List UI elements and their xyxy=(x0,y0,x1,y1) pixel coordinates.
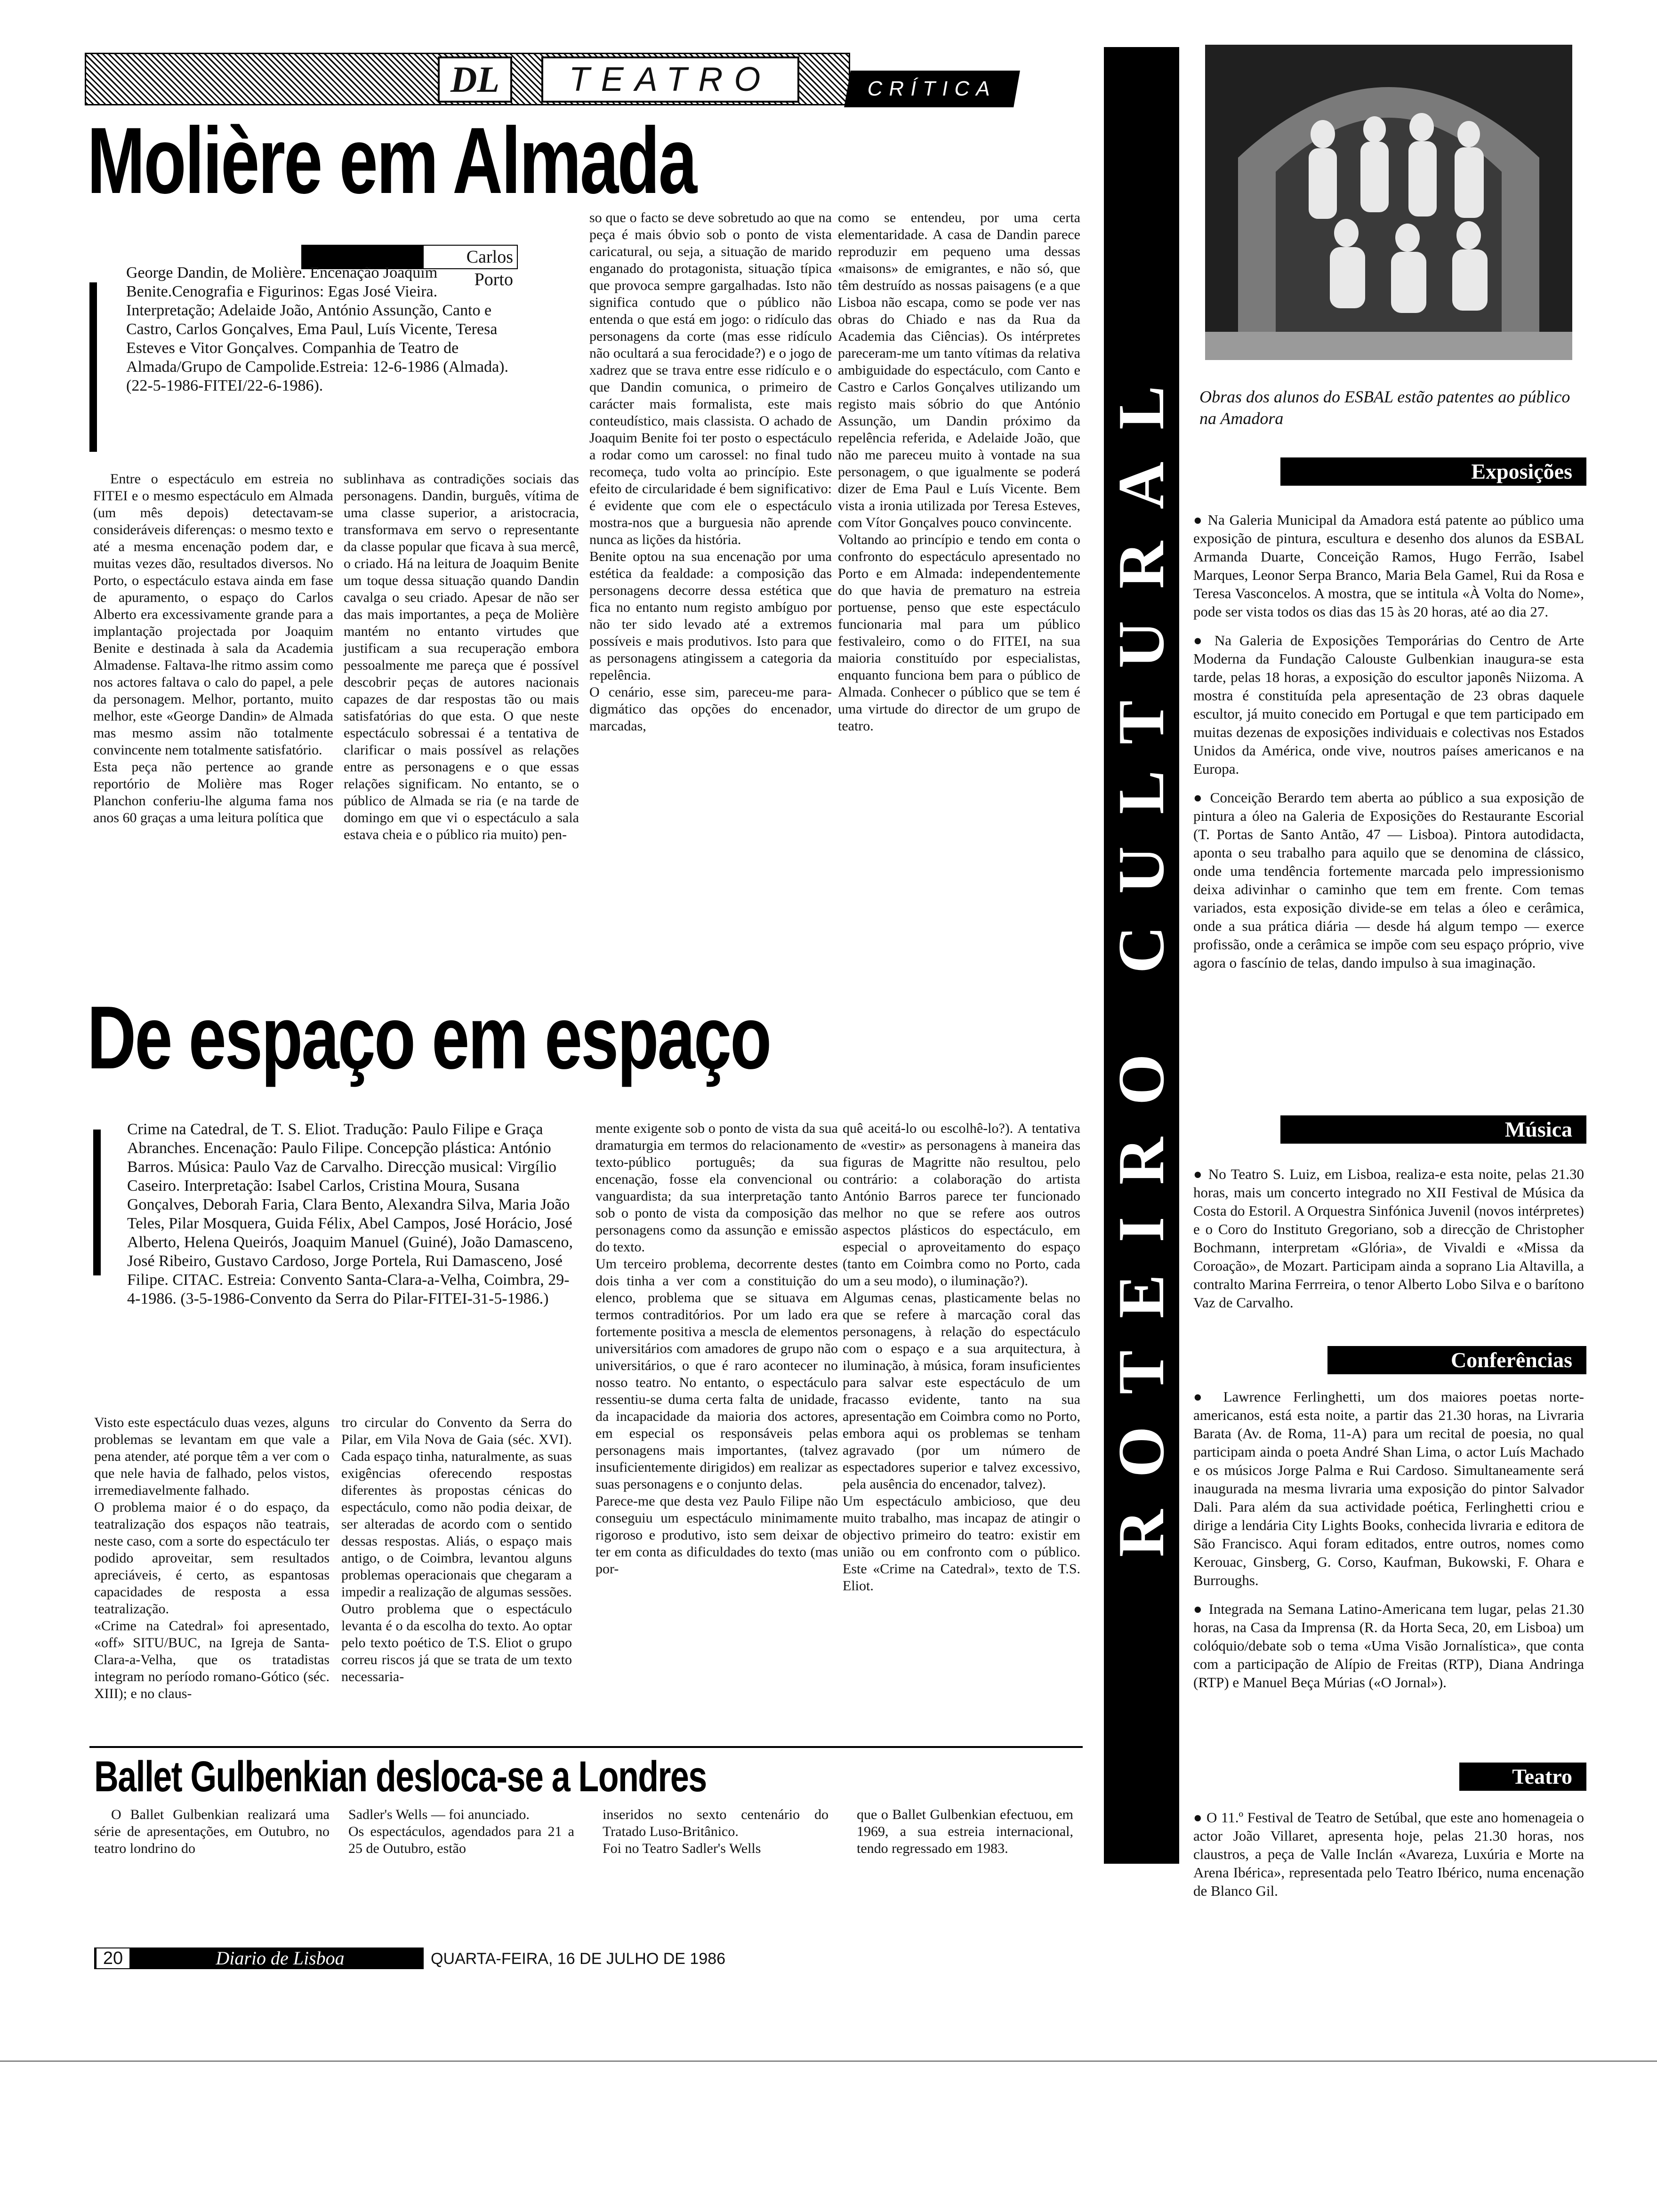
bullet-icon: ● xyxy=(1193,789,1210,806)
article2-column xyxy=(843,1120,1080,1595)
scan-edge-line xyxy=(0,2060,1657,2062)
photo-illustration xyxy=(1205,45,1572,360)
subsection-badge xyxy=(844,71,1020,107)
article3-column xyxy=(603,1806,828,1857)
headline-moliere: Molière em Almada xyxy=(87,108,696,213)
list-item xyxy=(1193,631,1584,778)
list-item xyxy=(1193,1808,1584,1900)
text-block: O Ballet Gulbenkian realizará uma série de apresentações, em Outubro, no teatro londrino do xyxy=(94,1807,330,1856)
item-text: Integrada na Semana Latino-Americana tem lugar, pelas 21.30 horas, na Casa da Imprensa (R. da Horta Seca, 20, em Lisboa) um colóquio/debate sob o tema «Uma Visão Jornalística», que conta com a participação de Alípio de Freitas (RTP), Diana Andringa (RTP) e Manuel Beça Múrias («O Jornal»). xyxy=(1193,1601,1584,1691)
text-block: Visto este espectáculo duas vezes, alguns problemas se levantam em que vale a pena atender, até porque têm a ver com o que nele havia de falhado, pelos vistos, irremediavelmente falhado. O problema maior é o do espaço, da teatralização dos espaços não teatrais, neste caso, com a sorte do espectáculo ter podido aproveitar, sem resultados apreciáveis, é certo, as espantosas capacidades de resposta a essa teatralização. «Crime na Catedral» foi apresentado, «off» SITU/BUC, na Igreja de Santa-Clara-a-Velha, que os tratadistas integram no período romano-Gótico (séc. XIII); e no claus- xyxy=(94,1415,330,1701)
text-block: Sadler's Wells — foi anunciado. Os espectáculos, agendados para 21 a 25 de Outubro, estão xyxy=(348,1807,574,1856)
item-text: O 11.º Festival de Teatro de Setúbal, que este ano homenageia o actor João Villaret, apresenta hoje, pelas 21.30 horas, nos claustros, a peça de Valle Inclán «Avareza, Luxúria e Morte na Arena Ibérica», representada pelo Teatro Ibérico, numa encenação de Blanco Gil. xyxy=(1193,1809,1584,1899)
logo: DL xyxy=(450,59,499,100)
list-item xyxy=(1193,788,1584,972)
sidebar-vertical-title: ROTEIRO CULTURAL xyxy=(1105,353,1178,1557)
article1-column xyxy=(93,471,333,826)
teatro-list xyxy=(1193,1808,1584,1900)
issue-date: QUARTA-FEIRA, 16 DE JULHO DE 1986 xyxy=(431,1950,726,1968)
text-block: que o Ballet Gulbenkian efectuou, em 1969, a sua estreia internacional, tendo regressado em 1983. xyxy=(857,1807,1073,1856)
article1-column xyxy=(344,471,579,843)
headline-ballet: Ballet Gulbenkian desloca-se a Londres xyxy=(94,1753,707,1801)
text-block: mente exigente sob o ponto de vista da sua dramaturgia em termos do relacionamento texto-público português; da sua encenação, fosse ela convencional ou vanguardista; da sua interpretação tanto sob o ponto de vista da composição das personagens como da assunção e emissão do texto. Um terceiro problema, decorrente destes dois tinha a ver com a constituição do elenco, problema que se situava em termos contraditórios. Por um lado era fortemente positiva a mescla de elementos universitários com amadores de grupo não universitários, o que é raro acontecer no nosso teatro. No entanto, o espectáculo ressentiu-se duma certa falta de unidade, da incapacidade da maioria dos actores, em especial os responsáveis pelas personagens mais importantes, (talvez insuficientemente dirigidos) em realizar as suas personagens e o conjunto delas. Parece-me que desta vez Paulo Filipe não conseguiu um espectáculo minimamente rigoroso e produtivo, isto sem deixar de ter em conta as dificuldades do texto (mas por- xyxy=(595,1121,838,1577)
bullet-icon: ● xyxy=(1193,512,1208,528)
section-title: TEATRO xyxy=(569,61,772,98)
musica-list xyxy=(1193,1165,1584,1312)
article1-column xyxy=(589,209,832,735)
article3-column xyxy=(857,1806,1073,1857)
list-item xyxy=(1193,511,1584,621)
article2-credits: Crime na Catedral, de T. S. Eliot. Tradução: Paulo Filipe e Graça Abranches. Encenação: Paulo Filipe. Concepção plástica: António Barros. Música: Paulo Vaz de Carvalho. Direcção musical: Virgílio Caseiro. Interpretação: Isabel Carlos, Cristina Moura, Susana Gonçalves, Deborah Faria, Clara Bento, Alexandra Silva, Maria João Teles, Pilar Mosquera, Guida Félix, Abel Campos, José Horácio, José Alberto, Helena Queirós, Joaquim Manuel (Guiné), João Damasceno, José Ribeiro, Gustavo Cardoso, Jorge Portela, Rui Damasceno, José Filipe. CITAC. Estreia: Convento Santa-Clara-a-Velha, Coimbra, 29-4-1986. (3-5-1986-Convento da Serra do Pilar-FITEI-31-5-1986.) xyxy=(127,1121,573,1307)
credits-bar xyxy=(93,1130,101,1275)
item-text: Na Galeria Municipal da Amadora está patente ao público uma exposição de pintura, escultura e desenho dos alunos da ESBAL Armanda Duarte, Conceição Ramos, Hugo Ferrão, Isabel Marques, Leonor Serpa Branco, Maria Bela Gamel, Rui da Rosa e Teresa Vasconcelos. A mostra, que se intitula «À Volta do Nome», pode ser vista todos os dias das 15 às 20 horas, até ao dia 27. xyxy=(1193,512,1584,620)
item-text: Lawrence Ferlinghetti, um dos maiores poetas norte-americanos, está esta noite, a partir das 21.30 horas, na Livraria Barata (Av. de Roma, 11-A) para um recital de poesia, no qual participam ainda o poeta André Shan Lima, o actor Luís Machado e os músicos Jorge Palma e Rui Cardoso. Simultaneamente será inaugurada na mesma livraria uma exposição do pintor Salvador Dali. Para além da sua actividade poética, Ferlinghetti criou e dirige a lendária City Lights Books, conhecida livraria e editora de São Francisco. Aqui foram editados, entre outros, nomes como Kerouac, Ginsberg, G. Corso, Kaufman, Bukowski, F. Ohara e Burroughs. xyxy=(1193,1388,1584,1588)
divider xyxy=(89,1746,1083,1748)
bullet-icon: ● xyxy=(1193,1166,1208,1182)
byline: Carlos Porto xyxy=(424,246,517,268)
list-item xyxy=(1193,1387,1584,1589)
section-exposicoes-header: Exposições xyxy=(1280,457,1586,486)
item-text: No Teatro S. Luiz, em Lisboa, realiza-e esta noite, pelas 21.30 horas, mais um concerto integrado no XII Festival de Música da Costa do Estoril. A Orquestra Sinfónica Juvenil (novos intérpretes) e o Coro do Instituto Gregoriano, sob a direcção de Christopher Bochmann, interpretam «Glória», de Vivaldi e «Missa da Coroação», de Mozart. Participam ainda a soprano Lia Altavilla, a contralto Marina Ferrreira, o tenor Alberto Lobo Silva e o barítono Vaz de Carvalho. xyxy=(1193,1166,1584,1311)
section-musica-header: Música xyxy=(1280,1115,1586,1144)
section-teatro-header: Teatro xyxy=(1459,1763,1586,1791)
subsection-label: CRÍTICA xyxy=(865,77,999,100)
article3-column xyxy=(94,1806,330,1857)
text-block: quê aceitá-lo ou escolhê-lo?). A tentativa de «vestir» as personagens à maneira das figuras de Magritte não resultou, pelo contrário: a colaboração do artista António Barros parece ter funcionado melhor no que se refere aos outros aspectos plásticos do espectáculo, em especial o aproveitamento do espaço (tanto em Coimbra como no Porto, cada um a seu modo), o iluminação?). Algumas cenas, plasticamente belas no que se refere à marcação coral das personagens, à relação do espectáculo com o espaço e a sua arquitectura, à iluminação, à música, foram insuficientes para salvar este espectáculo de um fracasso evidente, tanto na sua apresentação em Coimbra como no Porto, embora aqui os problemas se tenham agravado (por um número de espectadores superior e talvez excessivo, pela ausência do encenador, talvez). Um espectáculo ambicioso, que deu muito trabalho, mas incapaz de atingir o objectivo primeiro do teatro: existir em união ou em confronto com o público. Este «Crime na Catedral», texto de T.S. Eliot. xyxy=(843,1121,1080,1594)
photo-caption: Obras dos alunos do ESBAL estão patentes ao público na Amadora xyxy=(1199,387,1570,428)
headline-espaco: De espaço em espaço xyxy=(87,988,771,1088)
article2-column xyxy=(595,1120,838,1578)
article2-column xyxy=(341,1414,572,1685)
exposicoes-list xyxy=(1193,511,1584,972)
article1-credits: George Dandin, de Molière. Encenação Joaquim Benite.Cenografia e Figurinos: Egas José Vieira. Interpretação; Adelaide João, António Assunção, Canto e Castro, Carlos Gonçalves, Ema Paul, Luís Vicente, Teresa Esteves e Vitor Gonçalves. Companhia de Teatro de Almada/Grupo de Campolide.Estreia: 12-6-1986 (Almada). (22-5-1986-FITEI/22-6-1986). xyxy=(126,264,508,394)
text-block: so que o facto se deve sobretudo ao que na peça é mais óbvio sob o ponto de vista caricatural, ou seja, a situação de marido enganado do protagonista, situação típica que provoca sempre gargalhadas. Isto não significa contudo que o público não entenda o que está em jogo: o ridículo das personagens da corte (mas esse ridículo não ocultará a sua ferocidade?) e o jogo de xadrez que se trava entre esse ridículo e o que Dandin comunica, o primeiro de carácter mais formalista, este mais conteudístico, mais classista. O achado de Joaquim Benite foi ter posto o espectáculo a rodar como um carossel: no final tudo recomeça, tudo volta ao princípio. Este efeito de circularidade é bem significativo: é evidente que com ele o espectáculo mostra-nos que a burguesia não aprende nunca as lições da história. Benite optou na sua encenação por uma estética da fealdade: a composição das personagens decorre dessa estética que fica no entanto num registo ambíguo por não ter sido levado até a extremos possíveis e mais produtivos. Isto para que as personagens atingissem a categoria da repelência. O cenário, esse sim, pareceu-me para-digmático das opções do encenador, marcadas, xyxy=(589,210,832,734)
section-title-box xyxy=(541,56,799,103)
bullet-icon: ● xyxy=(1193,632,1215,649)
page-number: 20 xyxy=(97,1948,129,1968)
credits-bar xyxy=(89,282,97,452)
list-item xyxy=(1193,1600,1584,1691)
article2-column xyxy=(94,1414,330,1702)
conferencias-list xyxy=(1193,1387,1584,1691)
bullet-icon: ● xyxy=(1193,1388,1223,1405)
logo-box xyxy=(438,56,512,103)
item-text: Na Galeria de Exposições Temporárias do Centro de Arte Moderna da Fundação Calouste Gulbenkian inaugura-se esta tarde, pelas 18 horas, a exposição do escultor japonês Niizoma. A mostra é constituída pela apresentação de 23 obras daquele escultor, já muito conecido em Portugal e que tem participado em muitas dezenas de exposições individuais e colectivas nos Estados Unidos da América, onde vive, noutros países americanos e na Europa. xyxy=(1193,632,1584,777)
newspaper-name: Diario de Lisboa xyxy=(216,1948,345,1969)
text-block: Entre o espectáculo em estreia no FITEI e o mesmo espectáculo em Almada (um mês depois) detectavam-se consideráveis diferenças: o mesmo texto e até a mesma encenação podem dar, e muitas vezes dão, resultados diversos. No Porto, o espectáculo estava ainda em fase de apuramento, o espaço do Carlos Alberto era excessivamente grande para a implantação projectada por Joaquim Benite e destinada à sala da Academia Almadense. Faltava-lhe ritmo assim como nos actores faltava o calo do papel, a pele da personagem. Melhor, portanto, muito melhor, este «George Dandin» de Almada mas mesmo assim não totalmente convincente nem totalmente satisfatório. Esta peça não pertence ao grande reportório de Molière mas Roger Planchon conferiu-lhe alguma fama nos anos 60 graças a uma leitura política que xyxy=(93,471,333,825)
text-block: como se entendeu, por uma certa elementaridade. A casa de Dandin parece reproduzir em pequeno uma dessas «maisons» de emigrantes, e não só, que têm destruído as nossas paisagens (e a que Lisboa não escapa, como se pode ver nas obras do Chiado e nas da Rua da Academia das Ciências). Os intérpretes pareceram-me um tanto vítimas da relativa ambiguidade do espectáculo, com Canto e Castro e Carlos Gonçalves utilizando um registo mais sóbrio do que António Assunção, um Dandin próximo da repelência referida, e Adelaide João, que não me pareceu muito à vontade na sua personagem, o que igualmente se poderá dizer de Ema Paul e Luís Vicente. Bem vista a ironia utilizada por Teresa Esteves, com Vítor Gonçalves pouco convincente. Voltando ao princípio e tendo em conta o confronto do espectáculo apresentado no Porto e em Almada: independentemente do que havia de prematuro na estreia portuense, penso que este espectáculo funcionaria mal para um público festivaleiro, como o do FITEI, na sua maioria constituído por especialistas, enquanto funciona bem para o público de Almada. Conhecer o público que se tem é uma virtude do director de um grupo de teatro. xyxy=(838,210,1080,734)
bullet-icon: ● xyxy=(1193,1809,1207,1826)
text-block: sublinhava as contradições sociais das personagens. Dandin, burguês, vítima de uma classe superior, a aristocracia, transformava em servo o representante da classe popular que ficava à sua mercê, o criado. Há na leitura de Joaquim Benite um toque dessa situação quando Dandin cavalga o seu criado. Apesar de não ser das mais importantes, a peça de Molière mantém no entanto virtudes que justificam a sua recuperação embora pessoalmente me pareça que é possível descobrir peças de autores nacionais capazes de dar respostas tão ou mais satisfatórias do que esta. O que neste espectáculo sobressai é a tentativa de clarificar o mais possível as relações entre as personagens e o que essas relações significam. No entanto, se o público de Almada se ria (e na tarde de domingo em que vi o espectáculo a sala estava cheia e o público ria muito) pen- xyxy=(344,471,579,842)
article3-column xyxy=(348,1806,574,1857)
bullet-icon: ● xyxy=(1193,1601,1209,1617)
text-block: inseridos no sexto centenário do Tratado Luso-Britânico. Foi no Teatro Sadler's Wells xyxy=(603,1807,828,1856)
section-conferencias-header: Conferências xyxy=(1327,1346,1586,1374)
item-text: Conceição Berardo tem aberta ao público a sua exposição de pintura a óleo na Galeria de Exposições do Restaurante Escorial (T. Portas de Santo Antão, 47 — Lisboa). Pintora autodidacta, aponta o seu trabalho para aquilo que se denomina de clássico, onde uma tendência fortemente marcada pelo impressionismo deixa adivinhar o caminho que tem em frente. Com temas variados, esta exposição divide-se em telas a óleo e cerâmica, onde a sua prática diária — desde há algum tempo — exerce profissão, onde a cerâmica se impõe com seu espaço próprio, vive agora o fascínio de telas, dando impulso à sua imaginação. xyxy=(1193,789,1584,971)
list-item xyxy=(1193,1165,1584,1312)
text-block: tro circular do Convento da Serra do Pilar, em Vila Nova de Gaia (séc. XVI). Cada espaço tinha, naturalmente, as suas exigências oferecendo respostas diferentes às propostas cénicas do espectáculo, como não podia deixar, de ser alteradas de acordo com o sentido dessas respostas. Aliás, o espaço mais antigo, o de Coimbra, levantou alguns problemas operacionais que chegaram a impedir a realização de algumas sessões. Outro problema que o espectáculo levanta é o da escolha do texto. Ao optar pelo texto poético de T.S. Eliot o grupo correu riscos já que se trata de um texto necessaria- xyxy=(341,1415,572,1684)
article1-column xyxy=(838,209,1080,735)
photo xyxy=(1205,45,1572,360)
